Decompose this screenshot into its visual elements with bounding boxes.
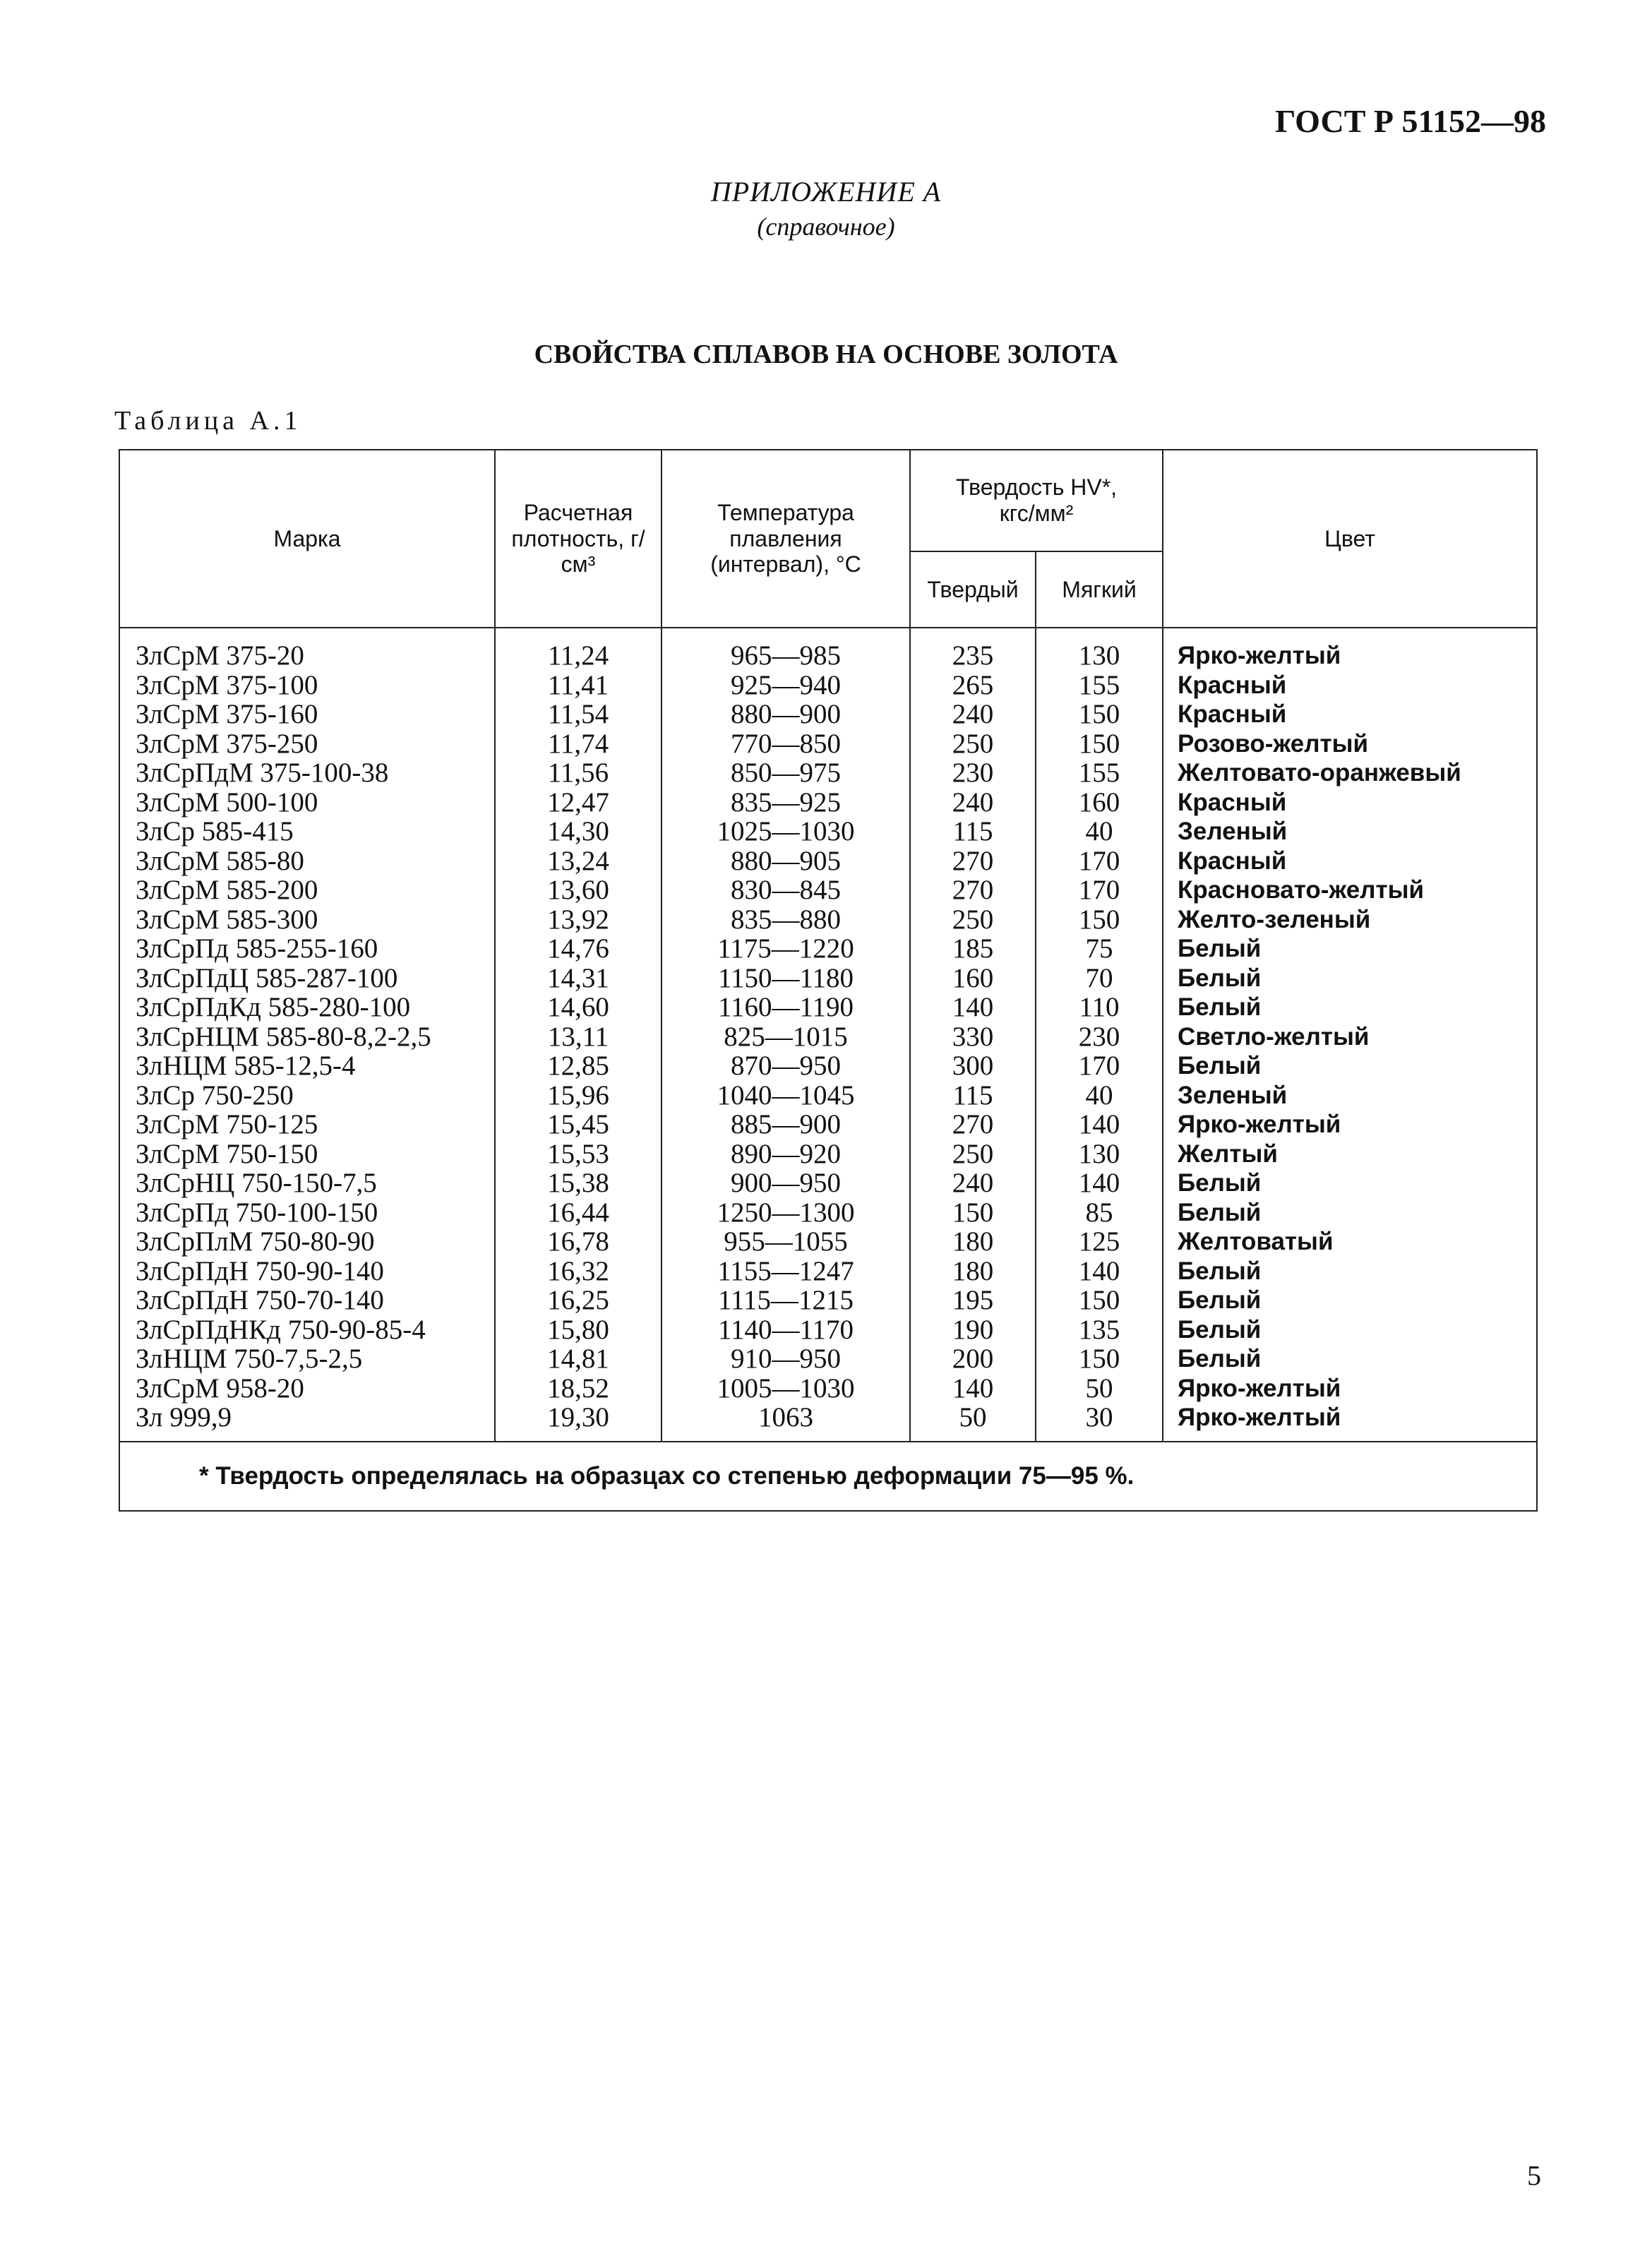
header-grade: Марка — [119, 450, 495, 628]
table-cell: 880—900 — [731, 699, 841, 729]
table-cell: Красный — [1178, 671, 1287, 699]
table-cell: 180 — [952, 1226, 994, 1257]
table-cell: 885—900 — [731, 1109, 841, 1140]
header-hardness: Твердость HV*, кгс/мм² — [910, 450, 1163, 551]
table-cell: 14,31 — [547, 962, 609, 993]
table-cell: 965—985 — [731, 640, 841, 671]
table-cell: ЗлСрМ 585-200 — [136, 875, 318, 905]
table-cell: 155 — [1078, 669, 1120, 700]
table-cell: ЗлНЦМ 585-12,5-4 — [136, 1051, 356, 1081]
table-cell: Красный — [1178, 700, 1287, 728]
table-cell: 300 — [952, 1051, 994, 1081]
standard-number: ГОСТ Р 51152—98 — [1275, 103, 1546, 139]
table-cell: Белый — [1178, 935, 1262, 962]
table-cell: Белый — [1178, 1257, 1262, 1285]
table-cell: Желто-зеленый — [1178, 905, 1371, 933]
table-cell: Белый — [1178, 1052, 1262, 1079]
table-cell: ЗлСрПдМ 375-100-38 — [136, 758, 389, 788]
table-cell: ЗлСрМ 750-150 — [136, 1138, 318, 1169]
hard-column — [910, 628, 1036, 1442]
table-cell: 11,24 — [547, 640, 609, 671]
table-cell: 230 — [1078, 1021, 1120, 1052]
table-cell: 30 — [1085, 1402, 1113, 1432]
table-cell: 12,85 — [547, 1051, 609, 1081]
table-cell: 16,32 — [547, 1255, 609, 1286]
table-cell: ЗлСрПдЦ 585-287-100 — [136, 962, 398, 993]
table-cell: 200 — [952, 1344, 994, 1374]
color-column — [1163, 628, 1537, 1442]
table-cell: Желтый — [1178, 1140, 1278, 1168]
table-cell: ЗлСрПд 585-255-160 — [136, 933, 378, 964]
table-cell: 14,76 — [547, 933, 609, 964]
table-cell: Зл 999,9 — [136, 1402, 232, 1432]
table-cell: Зеленый — [1178, 1081, 1288, 1109]
table-cell: ЗлСрНЦМ 585-80-8,2-2,5 — [136, 1021, 431, 1052]
table-cell: 16,78 — [547, 1226, 609, 1257]
table-cell: 135 — [1078, 1314, 1120, 1345]
table-cell: Красный — [1178, 847, 1287, 875]
table-cell: Белый — [1178, 993, 1262, 1021]
table-cell: Красный — [1178, 788, 1287, 816]
grade-column — [119, 628, 495, 1442]
table-cell: Желтовато-оранжевый — [1178, 759, 1461, 786]
table-cell: Ярко-желтый — [1178, 642, 1341, 669]
appendix-subtitle: (справочное) — [757, 213, 895, 241]
table-cell: Зеленый — [1178, 818, 1288, 845]
table-cell: Красновато-желтый — [1178, 876, 1425, 904]
table-cell: 13,11 — [547, 1021, 609, 1052]
table-cell: 835—925 — [731, 786, 841, 818]
table-cell: ЗлСрНЦ 750-150-7,5 — [136, 1168, 377, 1198]
table-cell: 75 — [1085, 933, 1113, 964]
table-cell: 13,92 — [547, 904, 609, 935]
table-cell: 1040—1045 — [717, 1079, 855, 1111]
table-cell: 155 — [1078, 758, 1120, 788]
table-cell: ЗлСрМ 500-100 — [136, 786, 318, 818]
table-cell: ЗлНЦМ 750-7,5-2,5 — [136, 1344, 363, 1374]
table-cell: 170 — [1078, 1051, 1120, 1081]
table-cell: ЗлСрМ 375-100 — [136, 669, 318, 700]
table-cell: 15,38 — [547, 1168, 609, 1198]
table-cell: 11,54 — [547, 699, 609, 729]
table-cell: 185 — [952, 933, 994, 964]
table-cell: 40 — [1085, 816, 1113, 847]
table-cell: 15,53 — [547, 1138, 609, 1169]
table-cell: 125 — [1078, 1226, 1120, 1257]
table-cell: ЗлСрМ 585-80 — [136, 845, 304, 876]
table-cell: 250 — [952, 904, 994, 935]
table-cell: Белый — [1178, 1169, 1262, 1197]
table-cell: 240 — [952, 699, 994, 729]
table-cell: 15,45 — [547, 1109, 609, 1140]
table-cell: 235 — [952, 640, 994, 671]
soft-column — [1036, 628, 1163, 1442]
table-cell: 900—950 — [731, 1168, 841, 1198]
table-cell: ЗлСрМ 750-125 — [136, 1109, 318, 1140]
table-cell: 85 — [1085, 1197, 1113, 1228]
table-cell: 14,81 — [547, 1344, 609, 1374]
table-cell: 770—850 — [731, 728, 841, 759]
table-cell: ЗлСр 750-250 — [136, 1079, 294, 1111]
table-cell: 230 — [952, 758, 994, 788]
table-cell: Белый — [1178, 1286, 1262, 1314]
table-cell: 910—950 — [731, 1344, 841, 1374]
alloy-properties-table — [119, 449, 1538, 1512]
table-cell: 150 — [1078, 1285, 1120, 1315]
header-temperature: Температура плавления (интервал), °С — [662, 450, 910, 628]
density-column — [495, 628, 662, 1442]
table-cell: 15,96 — [547, 1079, 609, 1111]
table-cell: 130 — [1078, 1138, 1120, 1169]
table-cell: 1025—1030 — [717, 816, 855, 847]
table-cell: 1160—1190 — [717, 992, 854, 1022]
table-label: Таблица А.1 — [114, 406, 302, 436]
document-title: СВОЙСТВА СПЛАВОВ НА ОСНОВЕ ЗОЛОТА — [534, 340, 1118, 369]
table-cell: Розово-желтый — [1178, 729, 1368, 758]
table-cell: 18,52 — [547, 1372, 609, 1404]
table-cell: 115 — [952, 816, 993, 847]
table-cell: 1115—1215 — [717, 1285, 854, 1315]
table-cell: 890—920 — [731, 1138, 841, 1169]
table-cell: 115 — [952, 1079, 993, 1111]
table-cell: 15,80 — [547, 1314, 609, 1345]
table-cell: ЗлСрПдКд 585-280-100 — [136, 992, 411, 1022]
page-number: 5 — [1527, 2160, 1541, 2191]
table-cell: 240 — [952, 1168, 994, 1198]
table-cell: 270 — [952, 845, 994, 876]
table-cell: 150 — [952, 1197, 994, 1228]
table-cell: 13,60 — [547, 875, 609, 905]
table-cell: 1063 — [758, 1402, 813, 1432]
table-cell: 250 — [952, 728, 994, 759]
table-cell: Белый — [1178, 1198, 1262, 1226]
table-cell: 11,41 — [547, 669, 609, 700]
table-cell: Белый — [1178, 1315, 1262, 1344]
header-soft: Мягкий — [1036, 551, 1163, 628]
table-cell: 140 — [1078, 1168, 1120, 1198]
table-cell: 19,30 — [547, 1402, 609, 1432]
table-cell: 12,47 — [547, 786, 609, 818]
table-cell: 1005—1030 — [717, 1372, 855, 1404]
table-cell: 250 — [952, 1138, 994, 1169]
table-cell: 265 — [952, 669, 994, 700]
table-cell: 70 — [1085, 962, 1113, 993]
table-cell: Белый — [1178, 964, 1262, 992]
table-cell: ЗлСрМ 375-160 — [136, 699, 318, 729]
temperature-column — [662, 628, 910, 1442]
table-cell: 190 — [952, 1314, 994, 1345]
table-cell: 160 — [1078, 786, 1120, 818]
table-cell: ЗлСрМ 375-250 — [136, 728, 318, 759]
table-cell: 14,60 — [547, 992, 609, 1022]
table-cell: 130 — [1078, 640, 1120, 671]
table-cell: 925—940 — [731, 669, 841, 700]
table-cell: 11,74 — [547, 728, 609, 759]
table-cell: 955—1055 — [724, 1226, 848, 1257]
table-cell: 240 — [952, 786, 994, 818]
table-cell: 850—975 — [731, 758, 841, 788]
table-cell: 150 — [1078, 699, 1120, 729]
table-cell: 170 — [1078, 875, 1120, 905]
table-cell: 1175—1220 — [717, 933, 854, 964]
table-cell: 1140—1170 — [717, 1314, 854, 1345]
table-cell: 16,44 — [547, 1197, 609, 1228]
table-cell: 1150—1180 — [717, 962, 854, 993]
table-cell: ЗлСрПдН 750-70-140 — [136, 1285, 384, 1315]
table-cell: 195 — [952, 1285, 994, 1315]
table-cell: ЗлСрМ 375-20 — [136, 640, 304, 671]
table-cell: Белый — [1178, 1345, 1262, 1372]
table-cell: 150 — [1078, 1344, 1120, 1374]
table-cell: 150 — [1078, 728, 1120, 759]
appendix-title: ПРИЛОЖЕНИЕ А — [710, 176, 942, 208]
table-cell: 180 — [952, 1255, 994, 1286]
table-cell: Ярко-желтый — [1178, 1374, 1341, 1402]
table-cell: ЗлСрМ 958-20 — [136, 1372, 304, 1404]
table-cell: 870—950 — [731, 1051, 841, 1081]
table-cell: 14,30 — [547, 816, 609, 847]
table-cell: 110 — [1079, 992, 1120, 1022]
table-cell: 270 — [952, 1109, 994, 1140]
table-cell: Ярко-желтый — [1178, 1404, 1341, 1431]
table-cell: 1155—1247 — [717, 1255, 854, 1286]
table-cell: Ярко-желтый — [1178, 1111, 1341, 1138]
table-cell: 825—1015 — [724, 1021, 848, 1052]
table-cell: 140 — [1078, 1109, 1120, 1140]
table-cell: 50 — [1085, 1372, 1113, 1404]
table-cell: 16,25 — [547, 1285, 609, 1315]
table-cell: 11,56 — [547, 758, 609, 788]
table-cell: ЗлСрПд 750-100-150 — [136, 1197, 378, 1228]
table-cell: 50 — [959, 1402, 987, 1432]
table-footnote: * Твердость определялась на образцах со степенью деформации 75—95 %. — [119, 1442, 1537, 1511]
table-cell: ЗлСрМ 585-300 — [136, 904, 318, 935]
table-cell: Желтоватый — [1178, 1228, 1334, 1255]
header-density: Расчетная плотность, г/см³ — [495, 450, 662, 628]
table-cell: 13,24 — [547, 845, 609, 876]
table-cell: 1250—1300 — [717, 1197, 855, 1228]
table-cell: 330 — [952, 1021, 994, 1052]
table-cell: ЗлСр 585-415 — [136, 816, 294, 847]
header-hard: Твердый — [910, 551, 1036, 628]
table-cell: 140 — [952, 992, 994, 1022]
table-cell: ЗлСрПдНКд 750-90-85-4 — [136, 1314, 426, 1345]
table-cell: 830—845 — [731, 875, 841, 905]
table-cell: 150 — [1078, 904, 1120, 935]
table-cell: 835—880 — [731, 904, 841, 935]
table-cell: 40 — [1085, 1079, 1113, 1111]
table-cell: 170 — [1078, 845, 1120, 876]
table-cell: 140 — [1078, 1255, 1120, 1286]
table-cell: ЗлСрПдН 750-90-140 — [136, 1255, 384, 1286]
table-cell: 270 — [952, 875, 994, 905]
table-cell: ЗлСрПлМ 750-80-90 — [136, 1226, 375, 1257]
table-cell: 160 — [952, 962, 994, 993]
table-cell: 880—905 — [731, 845, 841, 876]
alloy-properties-table-wrapper — [119, 449, 1536, 1512]
header-color: Цвет — [1163, 450, 1537, 628]
table-cell: Светло-желтый — [1178, 1022, 1370, 1051]
table-cell: 140 — [952, 1372, 994, 1404]
